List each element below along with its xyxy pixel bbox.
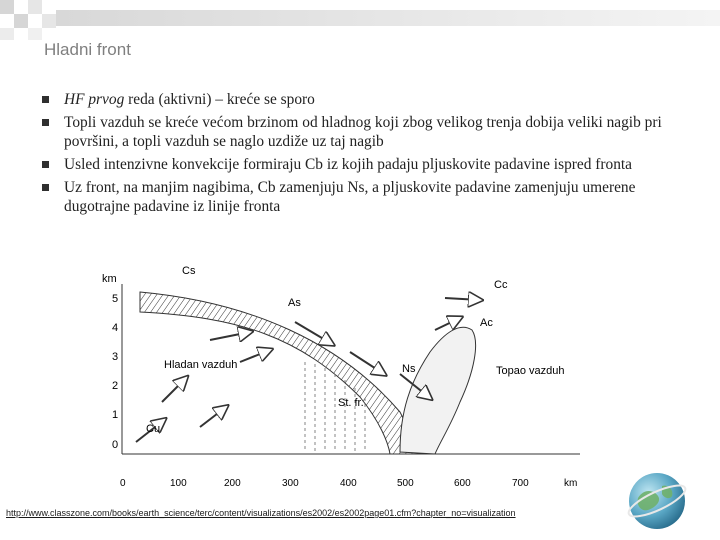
x-tick-label: 300 bbox=[282, 478, 299, 489]
warm-air-label: Topao vazduh bbox=[496, 365, 565, 377]
y-tick-label: 0 bbox=[112, 439, 119, 451]
y-ticks bbox=[112, 293, 118, 451]
front-zone bbox=[140, 292, 420, 454]
x-tick-label: 500 bbox=[397, 478, 414, 489]
ns-label: Ns bbox=[402, 363, 416, 375]
bullet-list bbox=[42, 90, 682, 220]
source-link[interactable]: http://www.classzone.com/books/earth_science/terc/content/visualizations/es2002/es2002page01.cfm?chapter_no=visualization bbox=[6, 508, 516, 518]
bullet-italic-text: HF prvog bbox=[64, 91, 125, 108]
bullet-text: Uz front, na manjim nagibima, Cb zamenjuju Ns, a pljuskovite padavine zamenjuju umerene dugotrajne padavine iz linije fronta bbox=[64, 179, 636, 215]
bullet-item bbox=[42, 155, 682, 174]
square-bullet-icon bbox=[42, 119, 49, 126]
square-bullet-icon bbox=[42, 161, 49, 168]
x-tick-label: 100 bbox=[170, 478, 187, 489]
cc-label: Cc bbox=[494, 279, 508, 291]
x-tick-label: 700 bbox=[512, 478, 529, 489]
x-axis-unit: km bbox=[564, 478, 578, 489]
x-tick-label: 0 bbox=[120, 478, 126, 489]
globe-icon bbox=[624, 468, 690, 534]
bullet-text: Usled intenzivne konvekcije formiraju Cb iz kojih padaju pljuskovite padavine ispred fronta bbox=[64, 156, 633, 173]
x-ticks bbox=[120, 478, 577, 489]
cold-air-label: Hladan vazduh bbox=[164, 359, 238, 371]
cu-label: Cu bbox=[146, 423, 161, 435]
x-tick-label: 200 bbox=[224, 478, 241, 489]
corner-decoration bbox=[0, 0, 720, 40]
bullet-item bbox=[42, 90, 682, 109]
y-tick-label: 5 bbox=[112, 293, 119, 305]
ac-label: Ac bbox=[480, 317, 493, 329]
square-bullet-icon bbox=[42, 184, 49, 191]
cold-front-diagram bbox=[100, 262, 600, 490]
as-label: As bbox=[288, 297, 301, 309]
y-tick-label: 3 bbox=[112, 351, 119, 363]
y-axis-unit: km bbox=[102, 273, 117, 285]
y-tick-label: 4 bbox=[112, 322, 119, 334]
cloud-mass bbox=[400, 327, 476, 454]
bullet-text: reda (aktivni) – kreće se sporo bbox=[124, 91, 315, 108]
x-tick-label: 600 bbox=[454, 478, 471, 489]
bullet-item bbox=[42, 178, 682, 216]
x-tick-label: 400 bbox=[340, 478, 357, 489]
square-bullet-icon bbox=[42, 96, 49, 103]
bullet-text: Topli vazduh se kreće većom brzinom od hladnog koji zbog velikog trenja dobija veliki nagib pri površini, a topli vazduh se naglo uzdiže uz taj nagib bbox=[64, 114, 662, 150]
cs-label: Cs bbox=[182, 265, 196, 277]
front-label: St. fr. bbox=[338, 397, 364, 409]
bullet-item bbox=[42, 113, 682, 151]
slide-title: Hladni front bbox=[44, 40, 131, 59]
y-tick-label: 2 bbox=[112, 380, 119, 392]
y-tick-label: 1 bbox=[112, 409, 119, 421]
